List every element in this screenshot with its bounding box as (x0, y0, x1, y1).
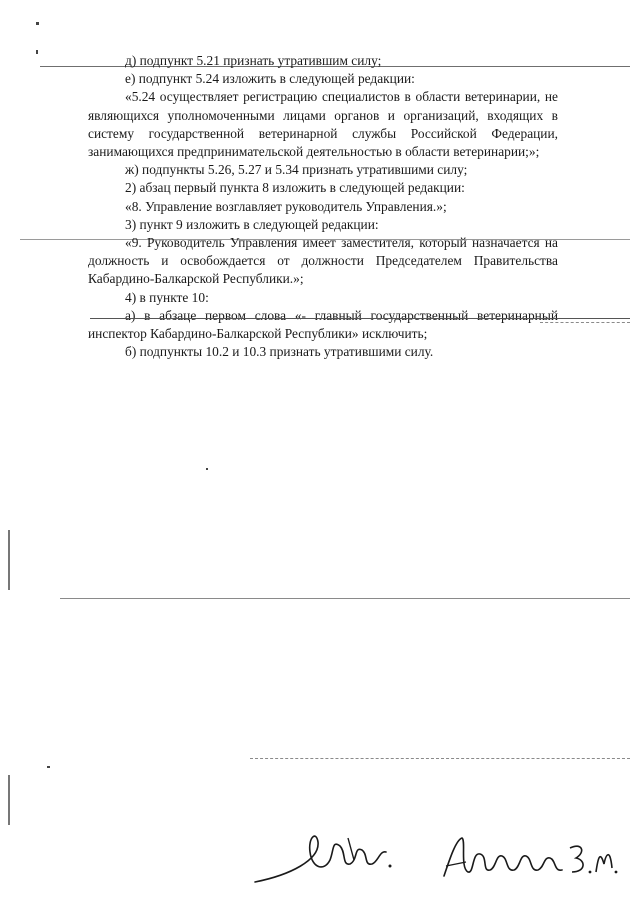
paragraph: ж) подпункты 5.26, 5.27 и 5.34 признать утратившими силу; (125, 162, 468, 178)
signature-right (440, 828, 620, 888)
paragraph: д) подпункт 5.21 признать утратившим силу; (125, 53, 382, 68)
quoted-paragraph: «5.24 осуществляет регистрацию специалистов в области ветеринарии, не являющихся уполномоченными лицами органов и организаций, входящих в систему государственной ветеринарной службы Российской Федерации, занимающихся предпринимательской деятельностью в области ветеринарии;»; (88, 89, 558, 160)
quoted-paragraph: «8. Управление возглавляет руководитель Управления.»; (125, 198, 447, 214)
scan-speck (206, 468, 208, 470)
document-body (88, 52, 558, 361)
paragraph: 2) абзац первый пункта 8 изложить в следующей редакции: (125, 180, 465, 196)
scan-line (90, 318, 630, 319)
paragraph: б) подпункты 10.2 и 10.3 признать утратившими силу. (125, 344, 434, 360)
paragraph: а) в абзаце первом слова «- главный государственный ветеринарный инспектор Кабардино-Балкарской Республики» исключить; (88, 307, 558, 342)
quoted-paragraph: «9. Руководитель Управления имеет заместителя, который назначается на должность и освобождается от должности Председателем Правительства Кабардино-Балкарской Республики.»; (88, 235, 558, 287)
scan-speck (8, 530, 10, 590)
scan-speck (47, 766, 50, 768)
scan-line (250, 758, 630, 759)
signature-left-drawing (250, 820, 400, 890)
scan-speck (36, 22, 39, 25)
scan-line (540, 322, 630, 323)
scan-speck (36, 50, 38, 54)
scan-line (60, 598, 630, 599)
paragraph: 4) в пункте 10: (125, 289, 209, 305)
paragraph: е) подпункт 5.24 изложить в следующей редакции: (125, 71, 415, 87)
signature-right-drawing (440, 828, 620, 888)
signature-left (250, 820, 400, 890)
scan-speck (8, 775, 10, 825)
paragraph: 3) пункт 9 изложить в следующей редакции: (125, 216, 379, 232)
